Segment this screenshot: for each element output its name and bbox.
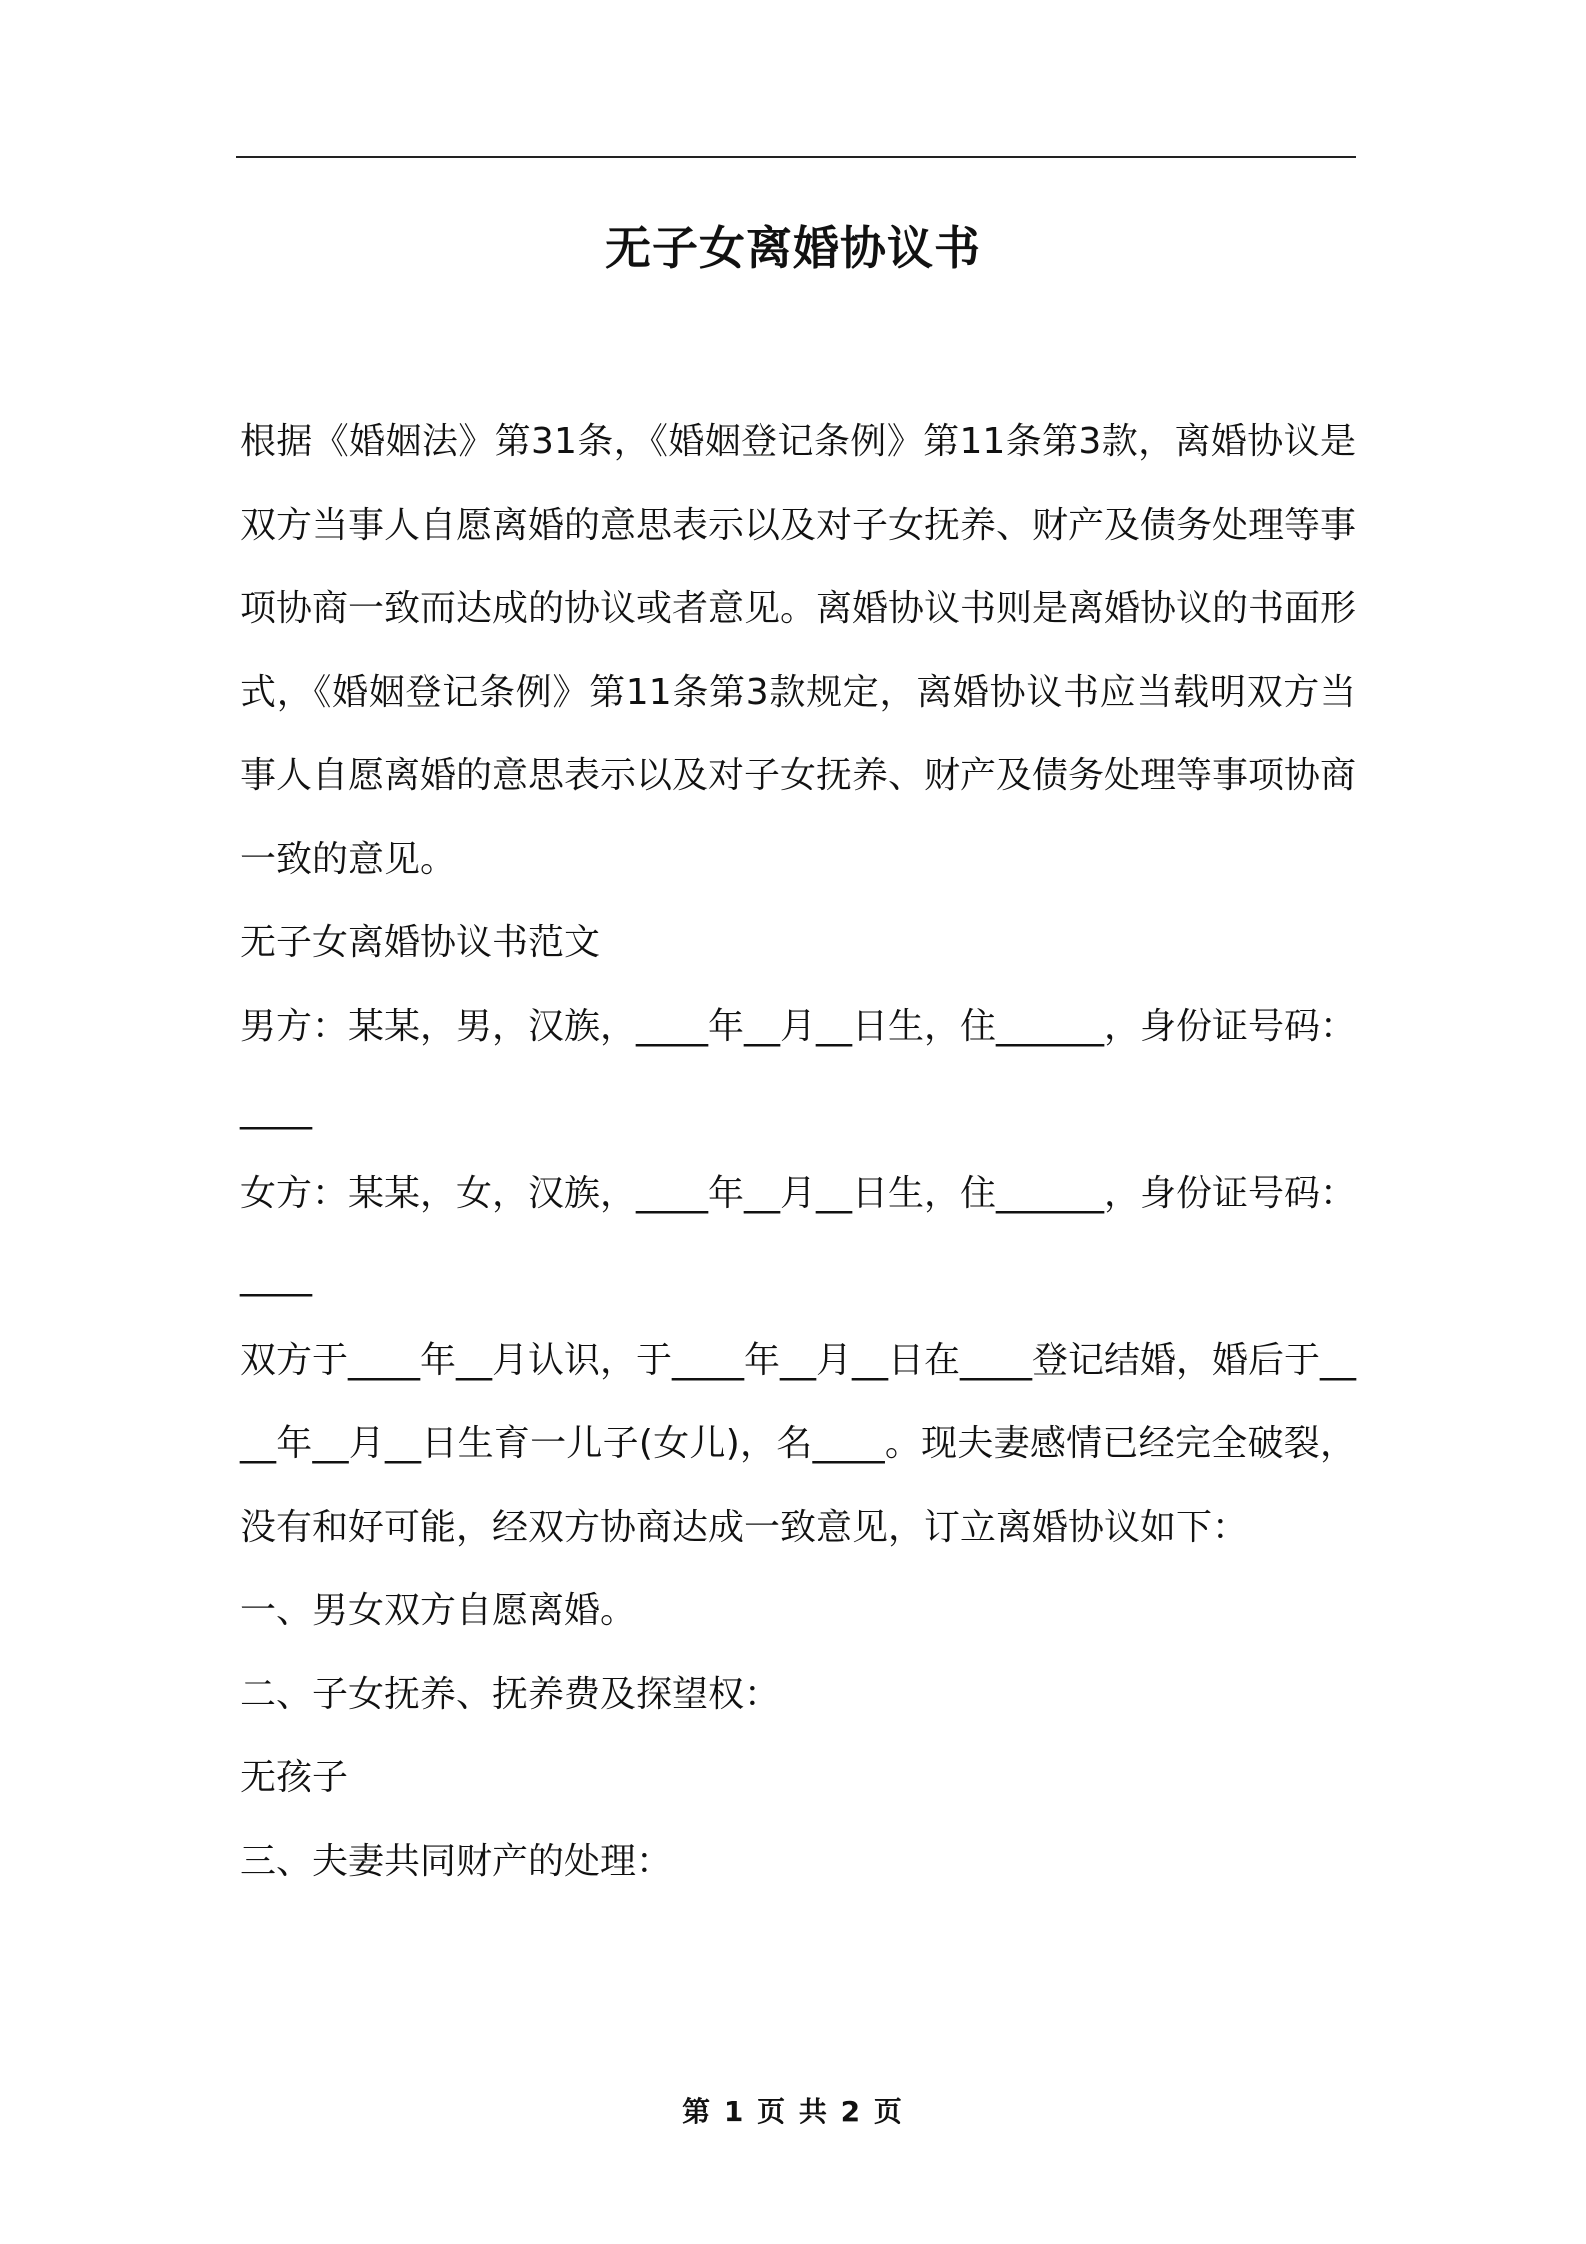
clause-1: 一、男女双方自愿离婚。 — [240, 1590, 637, 1631]
female-party-info: 女方：某某，女，汉族，____年__月__日生，住______，身份证号码：____ — [240, 1172, 1357, 1297]
clause-2-heading: 二、子女抚养、抚养费及探望权： — [240, 1673, 781, 1715]
clause-3-heading: 三、夫妻共同财产的处理： — [240, 1840, 673, 1882]
male-party-info: 男方：某某，男，汉族，____年__月__日生，住______，身份证号码：____ — [240, 1005, 1357, 1130]
intro-paragraph: 根据《婚姻法》第31条，《婚姻登记条例》第11条第3款，离婚协议是双方当事人自愿离婚的意思表示以及对子女抚养、财产及债务处理等事项协商一致而达成的协议或者意见。离婚协议书则是离婚协议的书面形式，《婚姻登记条例》第11条第3款规定，离婚协议书应当载明双方当事人自愿离婚的意思表示以及对子女抚养、财产及债务处理等事项协商一致的意见。 — [240, 421, 1357, 880]
marriage-background: 双方于____年__月认识，于____年__月__日在____登记结婚，婚后于____年__月__日生育一儿子(女儿)，名____。现夫妻感情已经完全破裂，没有和好可能，经双方协商达成一致意见，订立离婚协议如下： — [240, 1339, 1357, 1548]
header-divider — [236, 156, 1356, 158]
document-title: 无子女离婚协议书 — [605, 221, 981, 275]
clause-2-content: 无孩子 — [240, 1757, 349, 1798]
page-indicator: 第 1 页 共 2 页 — [682, 2095, 904, 2128]
sample-heading: 无子女离婚协议书范文 — [240, 922, 601, 963]
document-body — [240, 400, 1356, 1903]
